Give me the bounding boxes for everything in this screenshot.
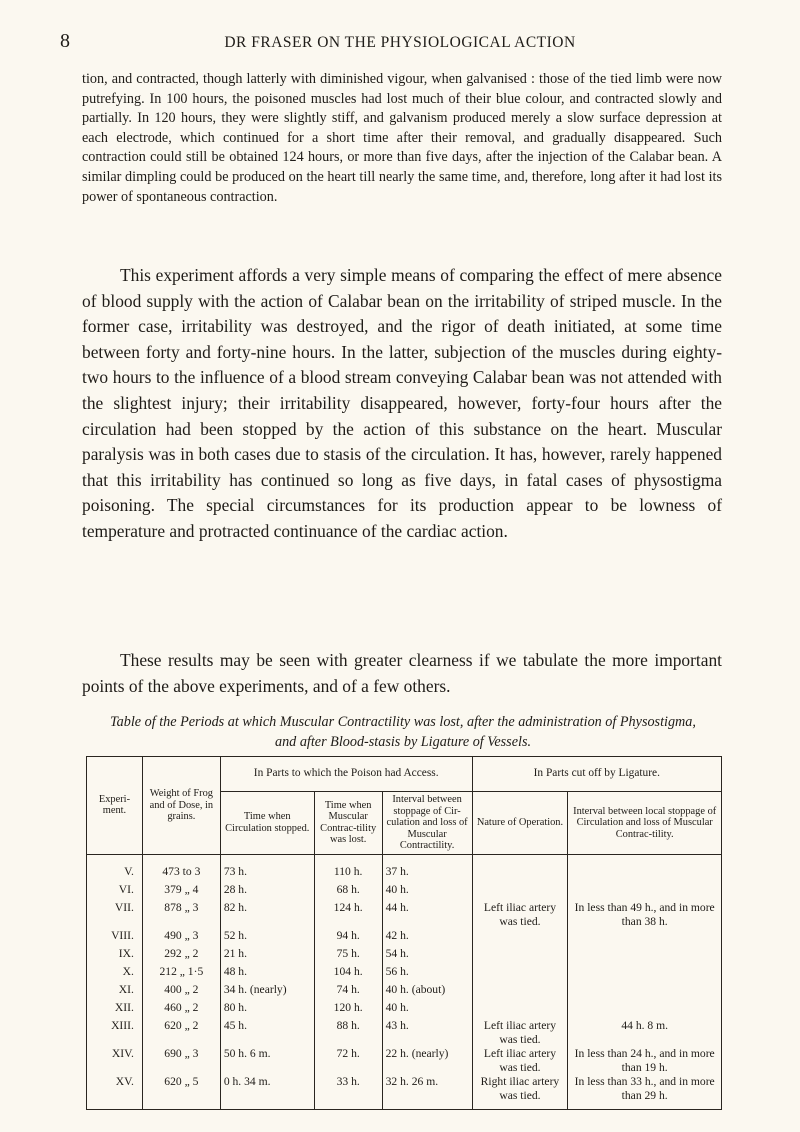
table-group-header-row <box>87 757 722 792</box>
table-cell-exp: V. <box>87 854 143 883</box>
table-cell-circ: 73 h. <box>220 854 314 883</box>
table-cell-exp: XV. <box>87 1075 143 1110</box>
table-cell-op-interval: 44 h. 8 m. <box>568 1019 722 1047</box>
table-cell-weight: 620 „ 5 <box>142 1075 220 1110</box>
table-cell-interval: 42 h. <box>382 929 472 947</box>
table-cell-op-interval: In less than 33 h., and in more than 29 h. <box>568 1075 722 1110</box>
column-header: Interval between local stoppage of Circulation and loss of Muscular Contrac-tility. <box>568 792 722 855</box>
table-cell-interval: 40 h. <box>382 883 472 901</box>
table-cell-exp: VIII. <box>87 929 143 947</box>
table-cell-circ: 45 h. <box>220 1019 314 1047</box>
table-cell-interval: 40 h. (about) <box>382 983 472 1001</box>
table-cell-operation: Left iliac artery was tied. <box>472 1047 568 1075</box>
table-cell-interval: 44 h. <box>382 901 472 929</box>
table-cell-circ: 80 h. <box>220 1001 314 1019</box>
table-cell-lost: 120 h. <box>314 1001 382 1019</box>
table-caption: Table of the Periods at which Muscular Contractility was lost, after the administration of Physostigma, and after Blood-stasis by Ligature of Vessels. <box>110 714 696 750</box>
column-header: Time when Muscular Contrac-tility was lost. <box>314 792 382 855</box>
table-cell-op-interval <box>568 965 722 983</box>
table-cell-operation <box>472 854 568 883</box>
table-cell-weight: 620 „ 2 <box>142 1019 220 1047</box>
table-cell-exp: X. <box>87 965 143 983</box>
table-body <box>87 854 722 1109</box>
table-cell-circ: 52 h. <box>220 929 314 947</box>
column-header: Weight of Frog and of Dose, in grains. <box>142 757 220 855</box>
table-cell-weight: 473 to 3 <box>142 854 220 883</box>
table-cell-exp: XIII. <box>87 1019 143 1047</box>
table-cell-exp: VII. <box>87 901 143 929</box>
table-cell-exp: XII. <box>87 1001 143 1019</box>
table-cell-lost: 110 h. <box>314 854 382 883</box>
table-cell-lost: 104 h. <box>314 965 382 983</box>
table-cell-op-interval: In less than 24 h., and in more than 19 h. <box>568 1047 722 1075</box>
table-cell-lost: 72 h. <box>314 1047 382 1075</box>
table-cell-exp: VI. <box>87 883 143 901</box>
table-cell-operation <box>472 1001 568 1019</box>
table-cell-weight: 379 „ 4 <box>142 883 220 901</box>
table-cell-weight: 690 „ 3 <box>142 1047 220 1075</box>
table-cell-op-interval <box>568 1001 722 1019</box>
table-cell-exp: XI. <box>87 983 143 1001</box>
table-cell-lost: 94 h. <box>314 929 382 947</box>
table-row <box>87 947 722 965</box>
table-cell-circ: 82 h. <box>220 901 314 929</box>
table-row <box>87 883 722 901</box>
group-header-ligature: In Parts cut off by Ligature. <box>472 757 721 792</box>
table-cell-weight: 400 „ 2 <box>142 983 220 1001</box>
table-cell-lost: 74 h. <box>314 983 382 1001</box>
page-number: 8 <box>60 30 70 52</box>
table-row <box>87 1047 722 1075</box>
table-cell-circ: 21 h. <box>220 947 314 965</box>
table-cell-weight: 460 „ 2 <box>142 1001 220 1019</box>
table-cell-op-interval: In less than 49 h., and in more than 38 h. <box>568 901 722 929</box>
table-cell-weight: 212 „ 1·5 <box>142 965 220 983</box>
table-cell-op-interval <box>568 929 722 947</box>
table-cell-interval: 56 h. <box>382 965 472 983</box>
table-cell-circ: 28 h. <box>220 883 314 901</box>
group-header-poison: In Parts to which the Poison had Access. <box>220 757 472 792</box>
table-cell-weight: 292 „ 2 <box>142 947 220 965</box>
table-cell-circ: 48 h. <box>220 965 314 983</box>
table-row <box>87 1019 722 1047</box>
table-cell-lost: 88 h. <box>314 1019 382 1047</box>
table-cell-interval: 40 h. <box>382 1001 472 1019</box>
table-cell-exp: IX. <box>87 947 143 965</box>
table-cell-operation: Left iliac artery was tied. <box>472 901 568 929</box>
table-cell-operation: Right iliac artery was tied. <box>472 1075 568 1110</box>
table-cell-interval: 32 h. 26 m. <box>382 1075 472 1110</box>
table-row <box>87 1001 722 1019</box>
table-cell-op-interval <box>568 854 722 883</box>
paragraph-tabulate: These results may be seen with greater clearness if we tabulate the more important points of the above experiments, and of a few others. <box>82 650 722 696</box>
table-cell-operation: Left iliac artery was tied. <box>472 1019 568 1047</box>
table-cell-operation <box>472 883 568 901</box>
table-row <box>87 854 722 883</box>
paragraph-comparison: This experiment affords a very simple means of comparing the effect of mere absence of blood supply with the action of Calabar bean on the irritability of striped muscle. In the former case, irritability was destroyed, and the rigor of death initiated, at some time between forty and forty-nine hours. In the latter, subjection of the muscles during eighty-two hours to the influence of a blood stream conveying Calabar bean was not attended with the slightest injury; their irritability disappeared, however, forty-four hours after the circulation had been stopped by the action of this substance on the heart. Muscular paralysis was in both cases due to stasis of the circulation. It has, however, rarely happened that this irritability has continued so long as five days, in fatal cases of physostigma poisoning. The special circumstances for its production appear to be lowness of temperature and protracted continuance of the cardiac action. <box>82 265 722 541</box>
table-cell-circ: 0 h. 34 m. <box>220 1075 314 1110</box>
table-cell-circ: 50 h. 6 m. <box>220 1047 314 1075</box>
table-cell-circ: 34 h. (nearly) <box>220 983 314 1001</box>
table-cell-weight: 490 „ 3 <box>142 929 220 947</box>
table-cell-interval: 54 h. <box>382 947 472 965</box>
table-row <box>87 901 722 929</box>
table-cell-interval: 37 h. <box>382 854 472 883</box>
column-header: Interval between stoppage of Cir-culation and loss of Muscular Contractility. <box>382 792 472 855</box>
table-cell-lost: 75 h. <box>314 947 382 965</box>
table-cell-operation <box>472 965 568 983</box>
table-cell-operation <box>472 983 568 1001</box>
table-cell-op-interval <box>568 883 722 901</box>
table-cell-exp: XIV. <box>87 1047 143 1075</box>
results-table <box>86 756 722 1110</box>
table-cell-operation <box>472 929 568 947</box>
table-row <box>87 965 722 983</box>
table-cell-interval: 22 h. (nearly) <box>382 1047 472 1075</box>
table-cell-lost: 68 h. <box>314 883 382 901</box>
table-cell-weight: 878 „ 3 <box>142 901 220 929</box>
table-cell-lost: 124 h. <box>314 901 382 929</box>
table-row <box>87 1075 722 1110</box>
table-cell-op-interval <box>568 947 722 965</box>
paragraph-continuation: tion, and contracted, though latterly with diminished vigour, when galvanised : those of the tied limb were now putrefying. In 100 hours, the poisoned muscles had lost much of their blue colour, and contracted slowly and partially. In 120 hours, they were slightly stiff, and galvanism produced merely a slow surface depression at each electrode, which continued for a short time after their removal, and gradually disappeared. Such contraction could still be obtained 124 hours, or more than five days, after the injection of the Calabar bean. A similar dimpling could be produced on the heart till nearly the same time, and, therefore, long after it had lost its power of spontaneous contraction. <box>82 71 722 205</box>
column-header: Experi-ment. <box>87 757 143 855</box>
column-header: Time when Circulation stopped. <box>220 792 314 855</box>
table-row <box>87 929 722 947</box>
table-cell-op-interval <box>568 983 722 1001</box>
table-cell-operation <box>472 947 568 965</box>
table-row <box>87 983 722 1001</box>
column-header: Nature of Operation. <box>472 792 568 855</box>
table-cell-lost: 33 h. <box>314 1075 382 1110</box>
table-cell-interval: 43 h. <box>382 1019 472 1047</box>
running-head: DR FRASER ON THE PHYSIOLOGICAL ACTION <box>224 34 576 51</box>
